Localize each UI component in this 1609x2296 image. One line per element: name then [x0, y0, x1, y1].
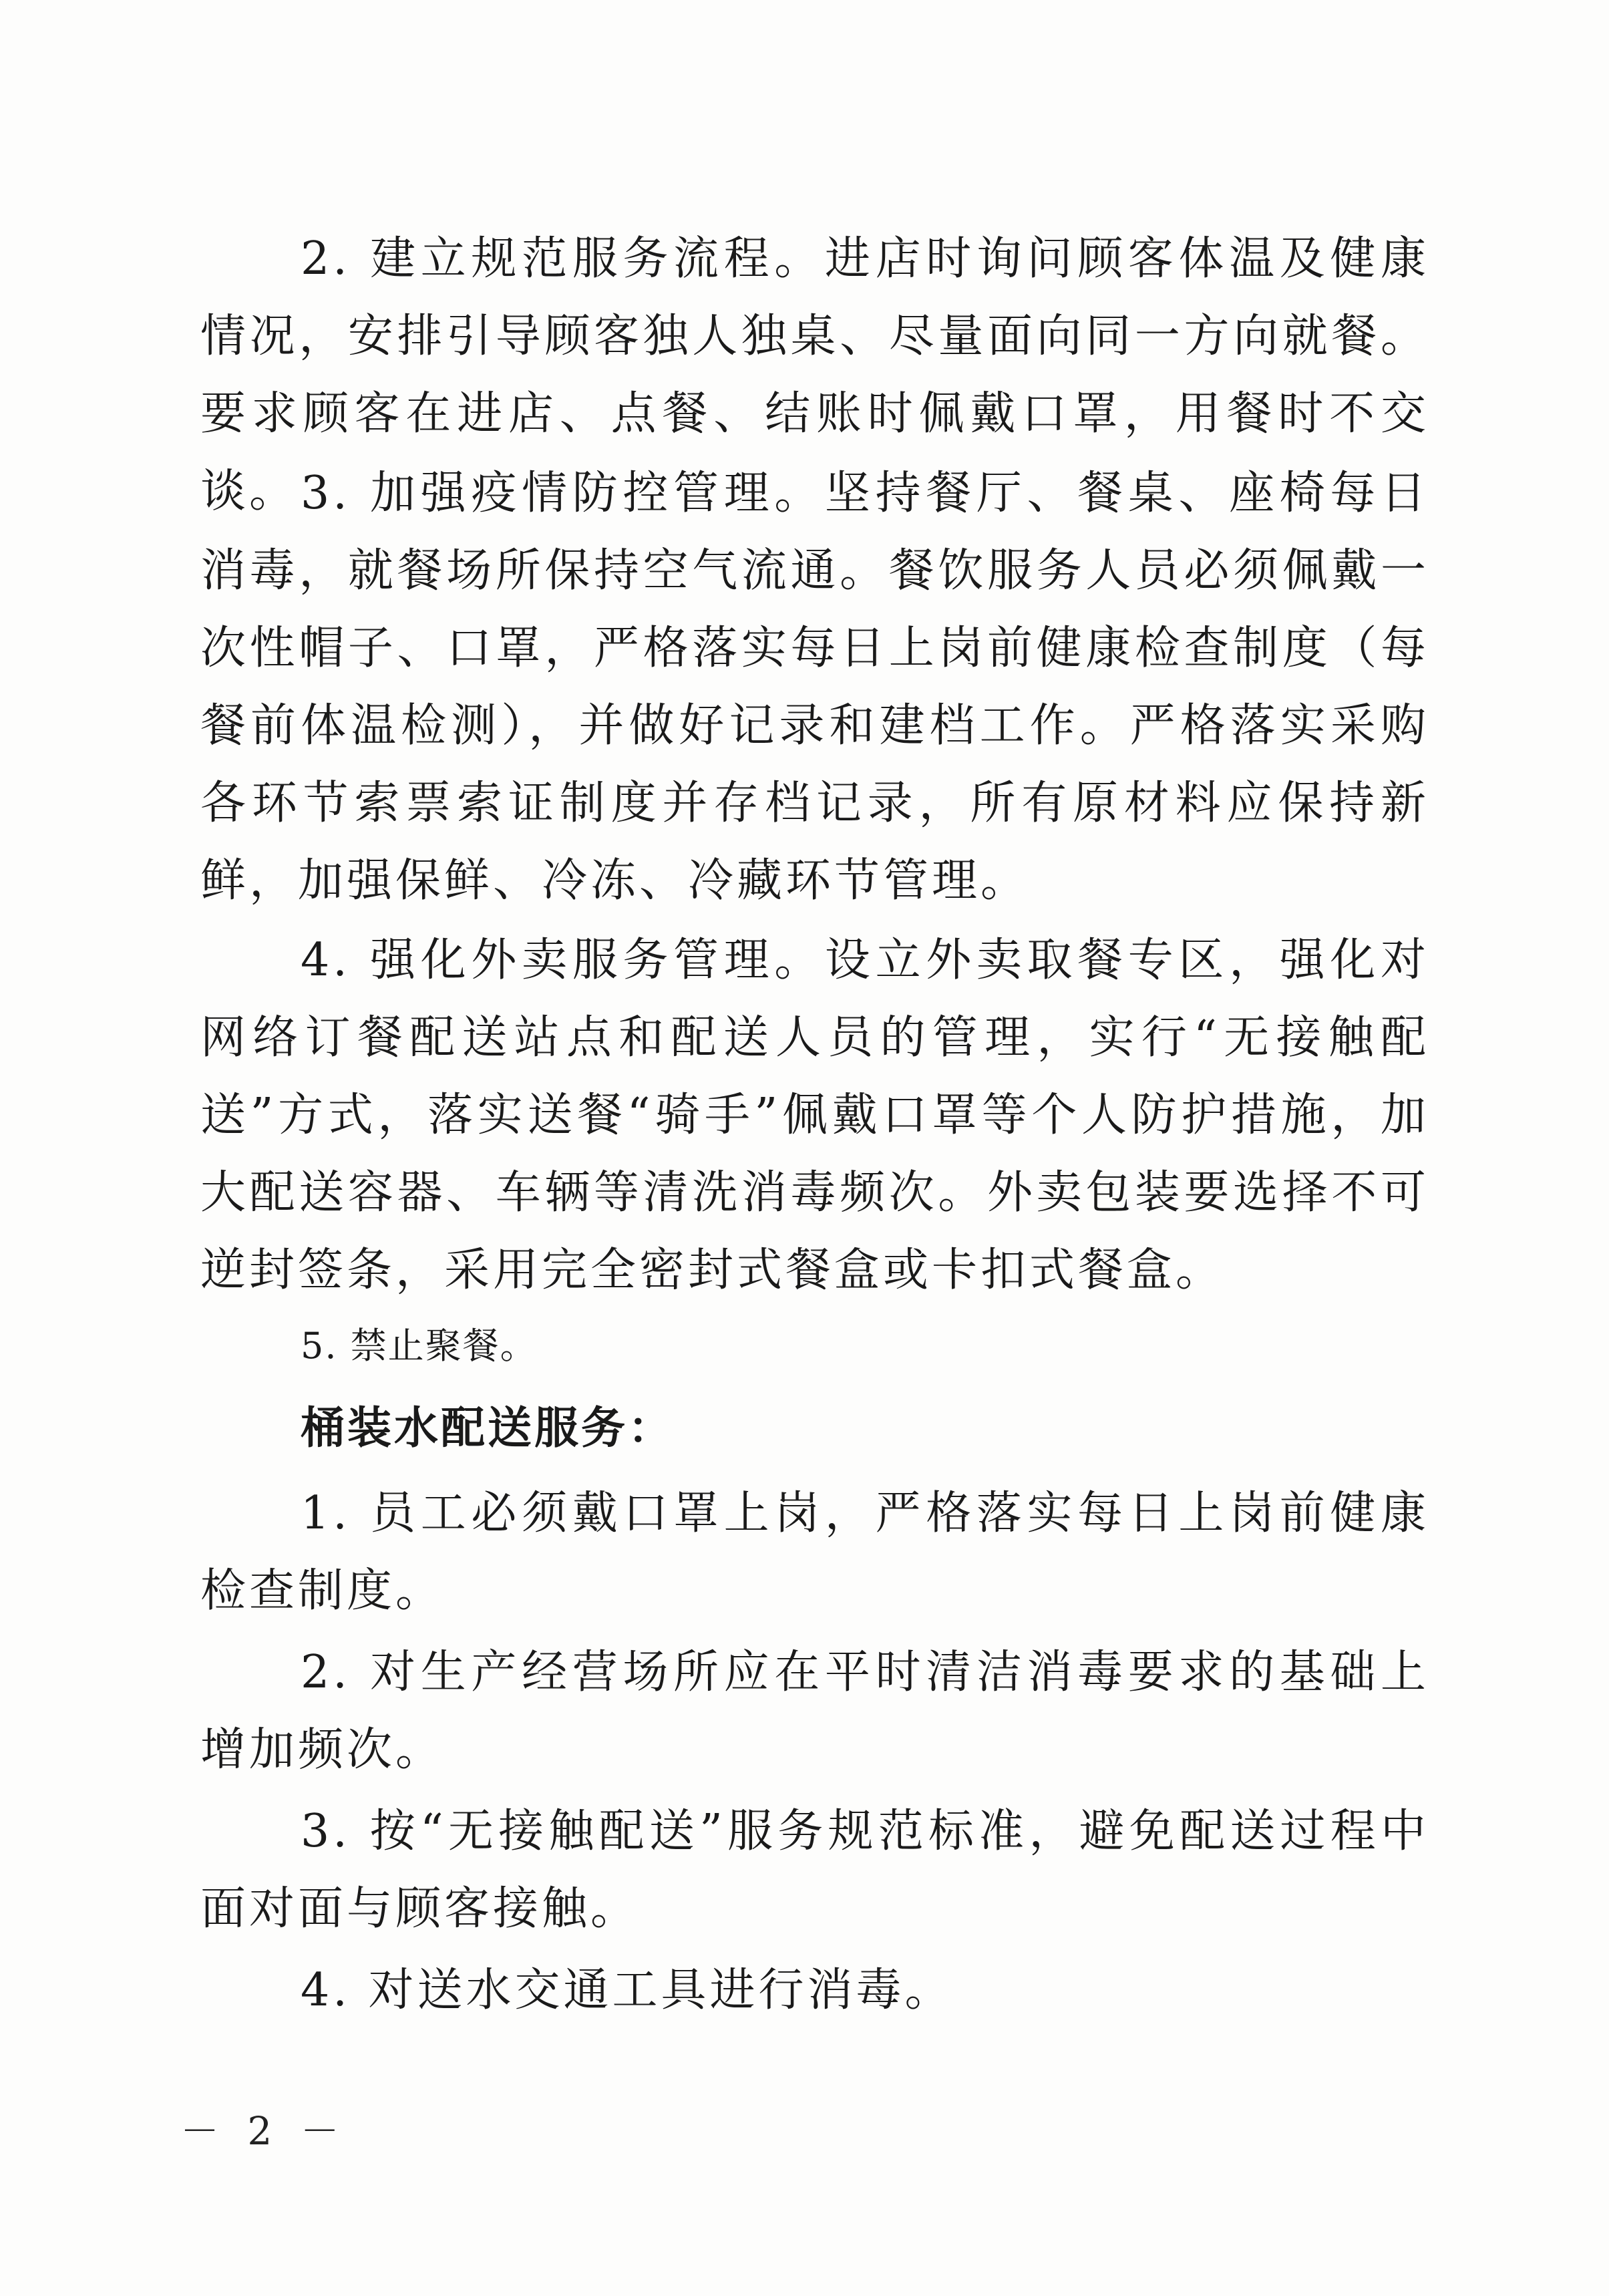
paragraph-takeout-management: 4. 强化外卖服务管理。设立外卖取餐专区，强化对网络订餐配送站点和配送人员的管理，实行“无接触配送”方式，落实送餐“骑手”佩戴口罩等个人防护措施，加大配送容器、车辆等清洗消毒频次。外卖包装要选择不可逆封签条，采用完全密封式餐盒或卡扣式餐盒。: [200, 934, 1429, 1297]
paragraph-epidemic-control: 3. 加强疫情防控管理。坚持餐厅、餐桌、座椅每日消毒，就餐场所保持空气流通。餐饮服务人员必须佩戴一次性帽子、口罩，严格落实每日上岗前健康检查制度（每餐前体温检测），并做好记录和建档工作。严格落实采购各环节索票索证制度并存档记录，所有原材料应保持新鲜，加强保鲜、冷冻、冷藏环节管理。: [200, 467, 1429, 907]
paragraph-water-staff-masks: 1. 员工必须戴口罩上岗，严格落实每日上岗前健康检查制度。: [200, 1487, 1429, 1617]
page-number: － 2 －: [180, 2108, 347, 2154]
paragraph-water-contactless: 3. 按“无接触配送”服务规范标准，避免配送过程中面对面与顾客接触。: [200, 1805, 1429, 1935]
section-heading-water-delivery: 桶装水配送服务：: [301, 1402, 675, 1454]
paragraph-no-gathering: 5. 禁止聚餐。: [301, 1325, 538, 1367]
paragraph-service-process: 2. 建立规范服务流程。进店时询问顾客体温及健康情况，安排引导顾客独人独桌、尽量面向同一方向就餐。要求顾客在进店、点餐、结账时佩戴口罩，用餐时不交谈。: [200, 232, 1429, 518]
paragraph-water-vehicles: 4. 对送水交通工具进行消毒。: [301, 1964, 954, 2017]
paragraph-water-disinfection: 2. 对生产经营场所应在平时清洁消毒要求的基础上增加频次。: [200, 1646, 1429, 1776]
